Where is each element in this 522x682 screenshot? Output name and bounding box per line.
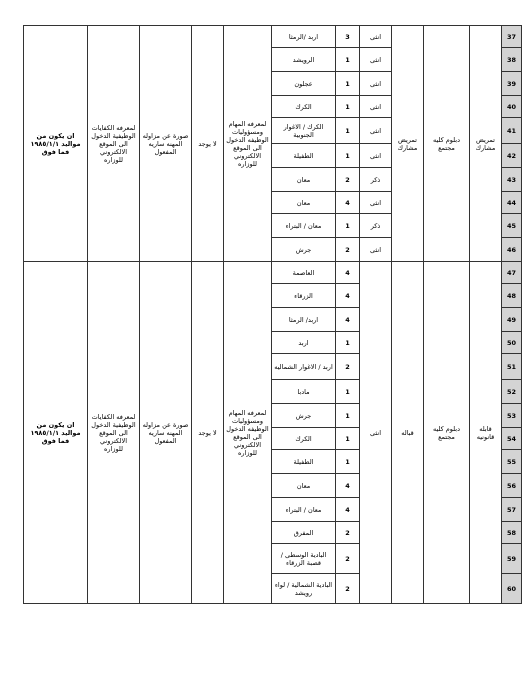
qualification-cell: دبلوم كليه مجتمع — [424, 262, 470, 604]
count-cell: 2 — [336, 574, 360, 604]
count-cell: 4 — [336, 498, 360, 522]
count-cell: 1 — [336, 96, 360, 118]
count-cell: 4 — [336, 262, 360, 284]
location-cell: مادبا — [272, 380, 336, 404]
row-number-cell: 53 — [502, 404, 522, 428]
documents-cell: صورة عن مزاوله المهنه ساريه المفعول — [140, 262, 192, 604]
location-cell: الكرك — [272, 96, 336, 118]
gender-cell: انثى — [360, 118, 392, 144]
gender-cell: انثى — [360, 96, 392, 118]
location-cell: معان — [272, 192, 336, 214]
count-cell: 1 — [336, 428, 360, 450]
count-cell: 3 — [336, 26, 360, 48]
location-cell: عجلون — [272, 72, 336, 96]
count-cell: 4 — [336, 192, 360, 214]
row-number-cell: 46 — [502, 238, 522, 262]
count-cell: 2 — [336, 354, 360, 380]
location-cell: الطفيلة — [272, 450, 336, 474]
row-number-cell: 58 — [502, 522, 522, 544]
row-number-cell: 59 — [502, 544, 522, 574]
row-number-cell: 45 — [502, 214, 522, 238]
location-cell: الزرقاء — [272, 284, 336, 308]
gender-cell: انثى — [360, 192, 392, 214]
location-cell: البادية الوسطى / قصبة الزرقاء — [272, 544, 336, 574]
age-requirement-cell: ان يكون من مواليد ١٩٨٥/١/١ فما فوق — [24, 26, 88, 262]
location-cell: جرش — [272, 238, 336, 262]
competencies-cell: لمعرفه الكفايات الوظيفية الدخول الى الموقع الالكتروني للوزاره — [88, 262, 140, 604]
gender-cell: ذكر — [360, 214, 392, 238]
vacancies-table — [23, 25, 522, 604]
gender-cell: ذكر — [360, 168, 392, 192]
count-cell: 1 — [336, 214, 360, 238]
row-number-cell: 37 — [502, 26, 522, 48]
location-cell: اربد/ الرمثا — [272, 308, 336, 332]
row-number-cell: 52 — [502, 380, 522, 404]
count-cell: 4 — [336, 284, 360, 308]
job-title-cell: تمريض مشارك — [470, 26, 502, 262]
location-cell: العاصمة — [272, 262, 336, 284]
location-cell: معان / البتراء — [272, 498, 336, 522]
row-number-cell: 41 — [502, 118, 522, 144]
table-row — [24, 26, 522, 48]
row-number-cell: 60 — [502, 574, 522, 604]
location-cell: معان / البتراء — [272, 214, 336, 238]
row-number-cell: 40 — [502, 96, 522, 118]
row-number-cell: 42 — [502, 144, 522, 168]
location-cell: المفرق — [272, 522, 336, 544]
location-cell: اربد — [272, 332, 336, 354]
count-cell: 1 — [336, 48, 360, 72]
row-number-cell: 57 — [502, 498, 522, 522]
experience-cell: لا يوجد — [192, 26, 224, 262]
location-cell: معان — [272, 168, 336, 192]
qualification-cell: دبلوم كليه مجتمع — [424, 26, 470, 262]
count-cell: 2 — [336, 238, 360, 262]
count-cell: 1 — [336, 144, 360, 168]
location-cell: جرش — [272, 404, 336, 428]
row-number-cell: 44 — [502, 192, 522, 214]
count-cell: 4 — [336, 474, 360, 498]
location-cell: الرويشد — [272, 48, 336, 72]
row-number-cell: 54 — [502, 428, 522, 450]
specialization-cell: قباله — [392, 262, 424, 604]
count-cell: 2 — [336, 522, 360, 544]
gender-cell: انثى — [360, 26, 392, 48]
gender-cell: انثى — [360, 262, 392, 604]
location-cell: الكرك — [272, 428, 336, 450]
gender-cell: انثى — [360, 144, 392, 168]
duties-cell: لمعرفه المهام ومسؤوليات الوظيفه الدخول الى الموقع الالكتروني للوزاره — [224, 262, 272, 604]
count-cell: 4 — [336, 308, 360, 332]
location-cell: اربد /الرمثا — [272, 26, 336, 48]
row-number-cell: 51 — [502, 354, 522, 380]
table-row — [24, 262, 522, 284]
count-cell: 1 — [336, 72, 360, 96]
count-cell: 1 — [336, 380, 360, 404]
duties-cell: لمعرفه المهام ومسؤوليات الوظيفه الدخول الى الموقع الالكتروني للوزاره — [224, 26, 272, 262]
row-number-cell: 56 — [502, 474, 522, 498]
location-cell: معان — [272, 474, 336, 498]
count-cell: 1 — [336, 404, 360, 428]
job-title-cell: قابله قانونيه — [470, 262, 502, 604]
count-cell: 2 — [336, 544, 360, 574]
row-number-cell: 43 — [502, 168, 522, 192]
location-cell: الطفيلة — [272, 144, 336, 168]
row-number-cell: 48 — [502, 284, 522, 308]
documents-cell: صورة عن مزاوله المهنه ساريه المفعول — [140, 26, 192, 262]
count-cell: 1 — [336, 118, 360, 144]
age-requirement-cell: ان يكون من مواليد ١٩٨٥/١/١ فما فوق — [24, 262, 88, 604]
gender-cell: انثى — [360, 72, 392, 96]
row-number-cell: 47 — [502, 262, 522, 284]
location-cell: اربد / الاغوار الشماليه — [272, 354, 336, 380]
specialization-cell: تمريض مشارك — [392, 26, 424, 262]
row-number-cell: 55 — [502, 450, 522, 474]
row-number-cell: 49 — [502, 308, 522, 332]
row-number-cell: 50 — [502, 332, 522, 354]
experience-cell: لا يوجد — [192, 262, 224, 604]
location-cell: الكرك / الاغوار الجنوبية — [272, 118, 336, 144]
gender-cell: انثى — [360, 238, 392, 262]
count-cell: 2 — [336, 168, 360, 192]
competencies-cell: لمعرفه الكفايات الوظيفية الدخول الى الموقع الالكتروني للوزاره — [88, 26, 140, 262]
location-cell: البادية الشمالية / لواء رويشد — [272, 574, 336, 604]
row-number-cell: 39 — [502, 72, 522, 96]
count-cell: 1 — [336, 450, 360, 474]
gender-cell: انثى — [360, 48, 392, 72]
count-cell: 1 — [336, 332, 360, 354]
row-number-cell: 38 — [502, 48, 522, 72]
